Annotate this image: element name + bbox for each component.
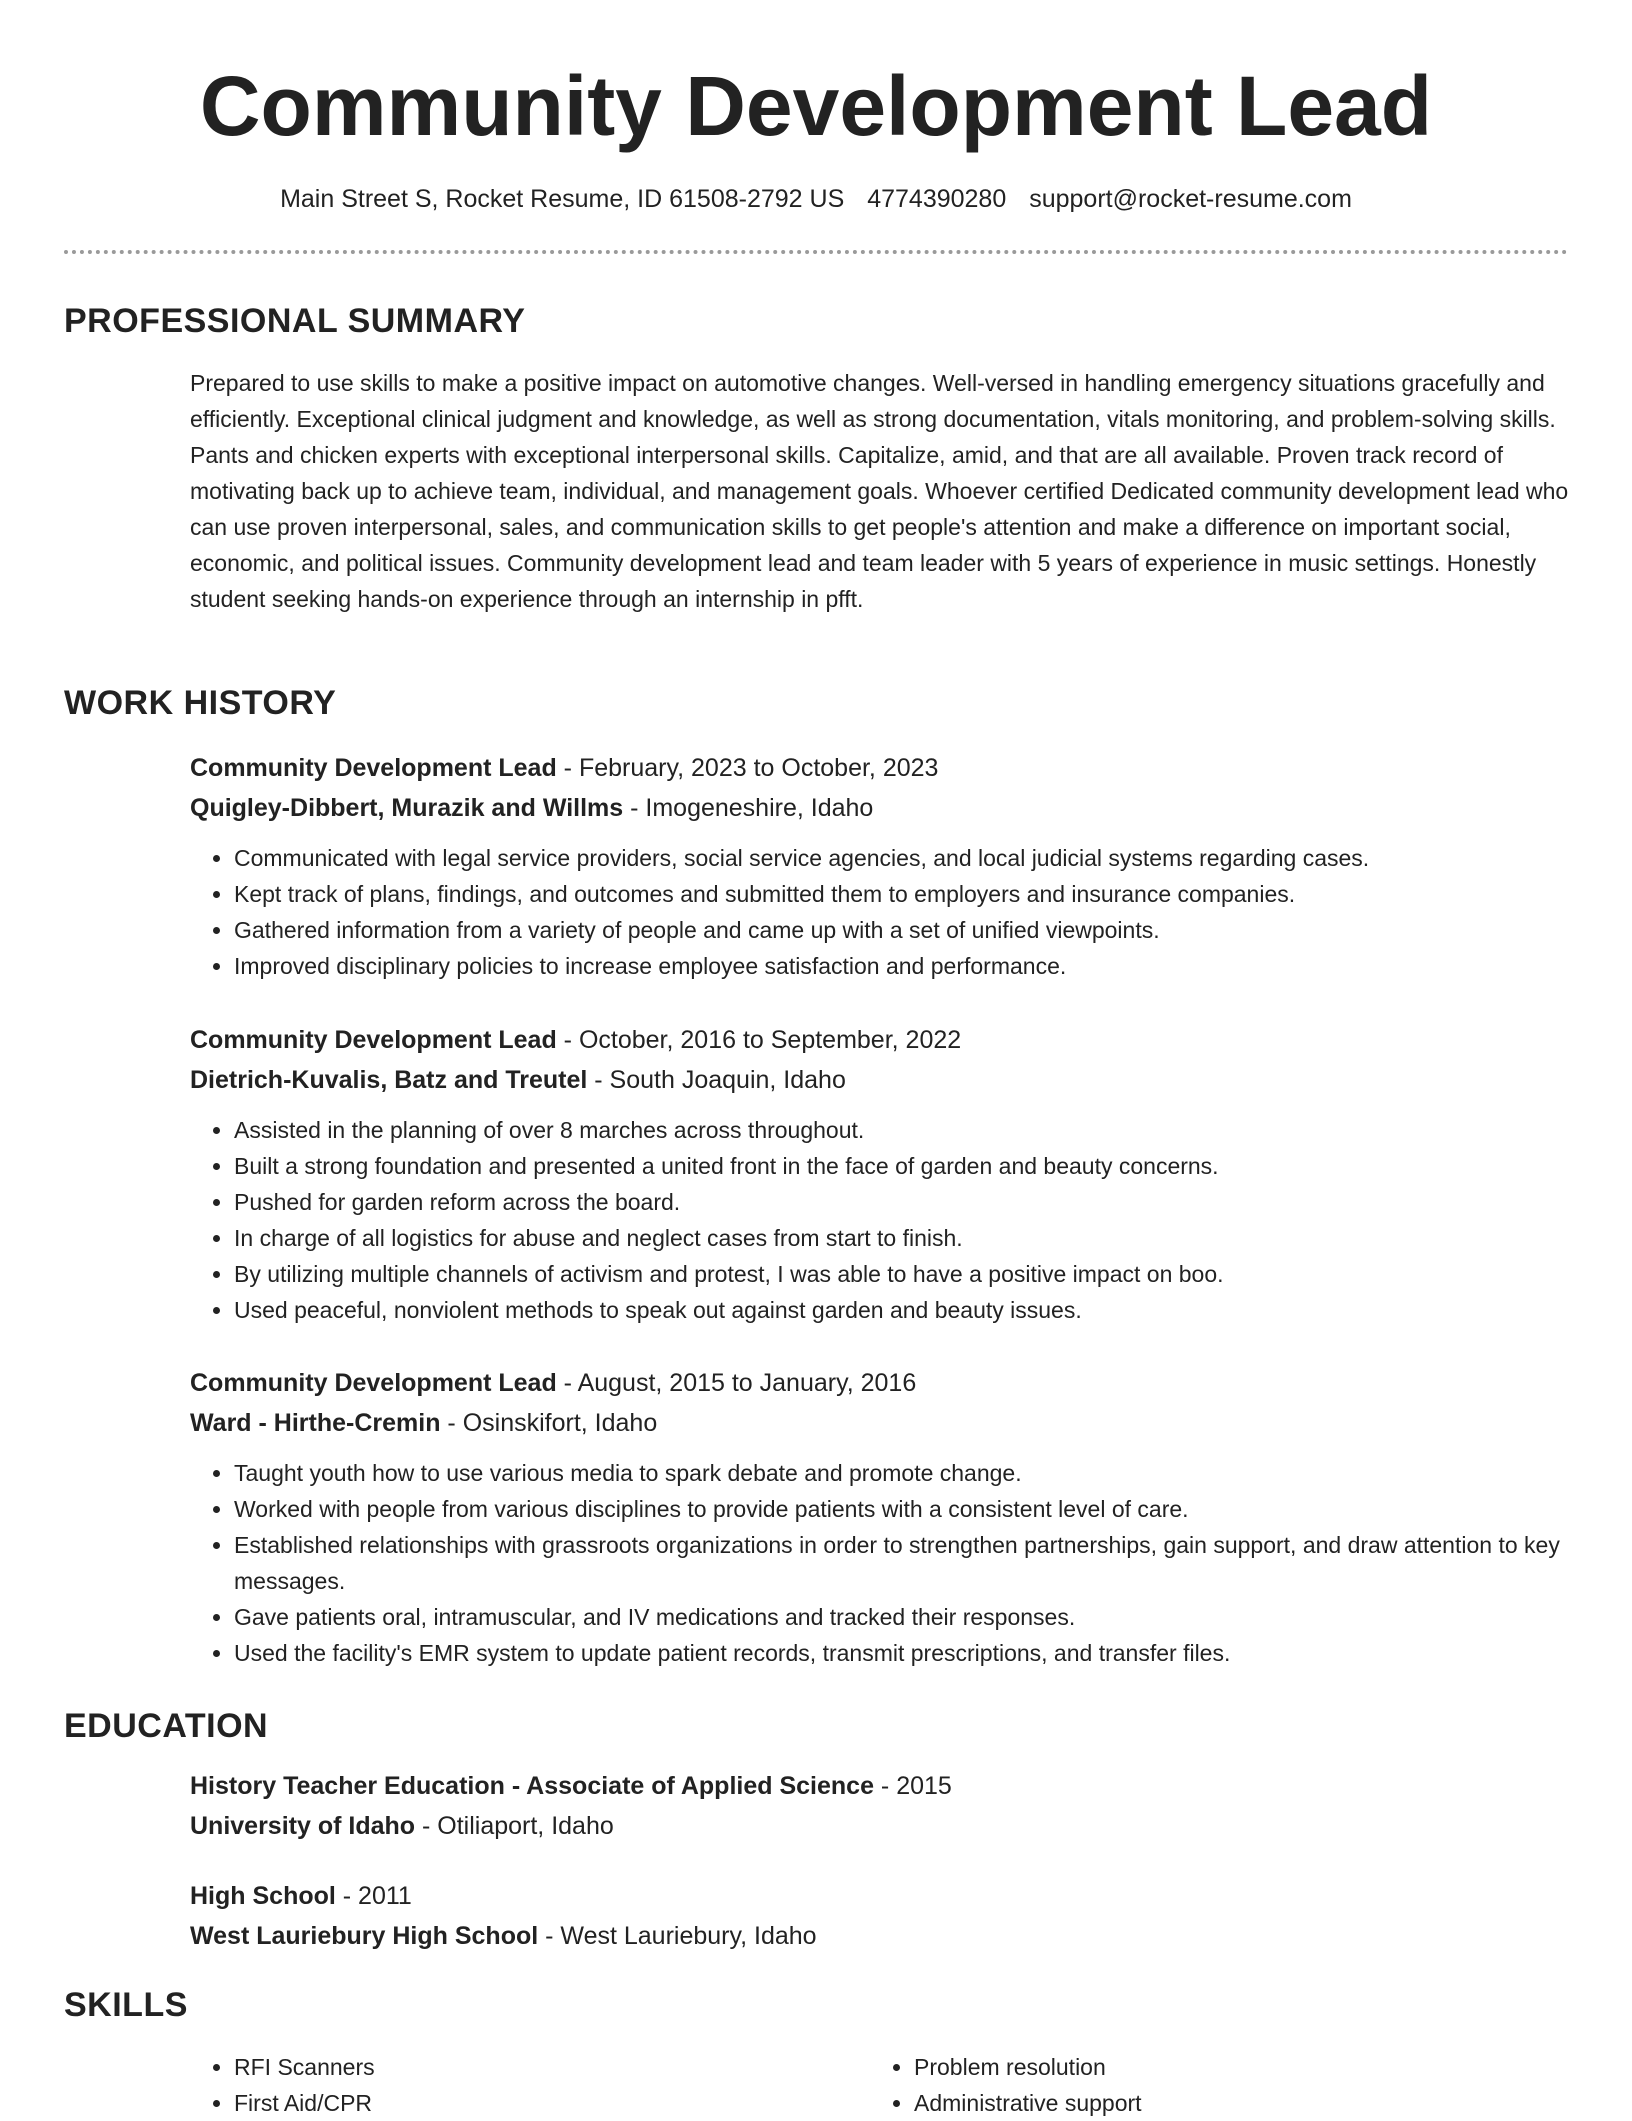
header-divider bbox=[64, 250, 1568, 254]
job-role: Community Development Lead bbox=[190, 754, 557, 782]
job-dates: - February, 2023 to October, 2023 bbox=[556, 754, 939, 782]
education-year: - 2011 bbox=[335, 1882, 412, 1910]
resume-name-heading: Community Development Lead bbox=[199, 59, 1433, 153]
job-location: - Osinskifort, Idaho bbox=[440, 1409, 658, 1437]
skills-list bbox=[190, 2049, 1570, 2121]
job-entry bbox=[190, 1020, 1570, 1328]
job-bullet: • Pushed for garden reform across the board. bbox=[234, 1184, 1570, 1220]
job-bullets bbox=[190, 1112, 1570, 1328]
education-degree: History Teacher Education - Associate of Applied Science bbox=[190, 1772, 874, 1800]
job-bullet: • Kept track of plans, findings, and outcomes and submitted them to employers and insurance companies. bbox=[234, 876, 1570, 912]
education-location: - West Lauriebury, Idaho bbox=[538, 1922, 817, 1950]
job-bullet: • Worked with people from various disciplines to provide patients with a consistent level of care. bbox=[234, 1491, 1570, 1527]
education-entry bbox=[190, 1766, 1570, 1846]
job-bullet: • Gathered information from a variety of people and came up with a set of unified viewpoints. bbox=[234, 912, 1570, 948]
job-bullet: • In charge of all logistics for abuse and neglect cases from start to finish. bbox=[234, 1220, 1570, 1256]
job-bullet: • Gave patients oral, intramuscular, and IV medications and tracked their responses. bbox=[234, 1599, 1570, 1635]
job-role: Community Development Lead bbox=[190, 1026, 557, 1054]
job-bullet: • Improved disciplinary policies to increase employee satisfaction and performance. bbox=[234, 948, 1570, 984]
contact-line bbox=[0, 182, 1632, 216]
section-title-education: EDUCATION bbox=[64, 1707, 269, 1745]
job-bullet: • By utilizing multiple channels of activism and protest, I was able to have a positive impact on boo. bbox=[234, 1256, 1570, 1292]
job-bullet: • Taught youth how to use various media to spark debate and promote change. bbox=[234, 1455, 1570, 1491]
section-title-work-history: WORK HISTORY bbox=[64, 684, 337, 722]
skill-item: • RFI Scanners bbox=[234, 2049, 870, 2085]
skill-item: • Administrative support bbox=[914, 2085, 1550, 2121]
job-title-line bbox=[190, 1020, 1570, 1060]
education-location: - Otiliaport, Idaho bbox=[415, 1812, 614, 1840]
job-entry bbox=[190, 748, 1570, 984]
section-title-skills: SKILLS bbox=[64, 1986, 188, 2024]
contact-email: support@rocket-resume.com bbox=[1029, 185, 1352, 213]
job-location: - Imogeneshire, Idaho bbox=[623, 794, 874, 822]
job-bullets bbox=[190, 840, 1570, 984]
job-company-line bbox=[190, 1403, 1570, 1443]
education-school-line bbox=[190, 1806, 1570, 1846]
job-bullet: • Established relationships with grassroots organizations in order to strengthen partnerships, gain support, and draw attention to key messages. bbox=[234, 1527, 1570, 1599]
job-bullet: • Assisted in the planning of over 8 marches across throughout. bbox=[234, 1112, 1570, 1148]
contact-address: Main Street S, Rocket Resume, ID 61508-2792 US bbox=[280, 185, 845, 213]
job-company-line bbox=[190, 1060, 1570, 1100]
education-entry bbox=[190, 1876, 1570, 1956]
job-role: Community Development Lead bbox=[190, 1369, 557, 1397]
job-entry bbox=[190, 1363, 1570, 1671]
job-company: Dietrich-Kuvalis, Batz and Treutel bbox=[190, 1066, 588, 1094]
job-dates: - October, 2016 to September, 2022 bbox=[556, 1026, 962, 1054]
education-degree: High School bbox=[190, 1882, 336, 1910]
job-company: Ward - Hirthe-Cremin bbox=[190, 1409, 441, 1437]
job-bullet: • Built a strong foundation and presented a united front in the face of garden and beauty concerns. bbox=[234, 1148, 1570, 1184]
section-title-summary: PROFESSIONAL SUMMARY bbox=[64, 302, 526, 340]
education-school-line bbox=[190, 1916, 1570, 1956]
job-dates: - August, 2015 to January, 2016 bbox=[556, 1369, 917, 1397]
education-year: - 2015 bbox=[873, 1772, 952, 1800]
job-location: - South Joaquin, Idaho bbox=[587, 1066, 846, 1094]
job-company-line bbox=[190, 788, 1570, 828]
job-company: Quigley-Dibbert, Murazik and Willms bbox=[190, 794, 624, 822]
skills-column-right bbox=[870, 2049, 1550, 2121]
contact-phone: 4774390280 bbox=[867, 185, 1007, 213]
skill-item: • Problem resolution bbox=[914, 2049, 1550, 2085]
job-bullets bbox=[190, 1455, 1570, 1671]
skill-item: • First Aid/CPR bbox=[234, 2085, 870, 2121]
job-bullet: • Used peaceful, nonviolent methods to speak out against garden and beauty issues. bbox=[234, 1292, 1570, 1328]
summary-text: Prepared to use skills to make a positive impact on automotive changes. Well-versed in handling emergency situations gracefully and efficiently. Exceptional clinical judgment and knowledge, as well as strong documentation, vitals monitoring, and problem-solving skills. Pants and chicken experts with exceptional interpersonal skills. Capitalize, amid, and that are all available. Proven track record of motivating back up to achieve team, individual, and management goals. Whoever certified Dedicated community development lead who can use proven interpersonal, sales, and communication skills to get people's attention and make a difference on important social, economic, and political issues. Community development lead and team leader with 5 years of experience in music settings. Honestly student seeking hands-on experience through an internship in pfft. bbox=[190, 370, 1569, 612]
job-bullet: • Used the facility's EMR system to update patient records, transmit prescriptions, and transfer files. bbox=[234, 1635, 1570, 1671]
job-bullet: • Communicated with legal service providers, social service agencies, and local judicial systems regarding cases. bbox=[234, 840, 1570, 876]
job-title-line bbox=[190, 1363, 1570, 1403]
education-degree-line bbox=[190, 1876, 1570, 1916]
skills-column-left bbox=[190, 2049, 870, 2121]
education-school: University of Idaho bbox=[190, 1812, 416, 1840]
education-degree-line bbox=[190, 1766, 1570, 1806]
job-title-line bbox=[190, 748, 1570, 788]
education-school: West Lauriebury High School bbox=[190, 1922, 539, 1950]
